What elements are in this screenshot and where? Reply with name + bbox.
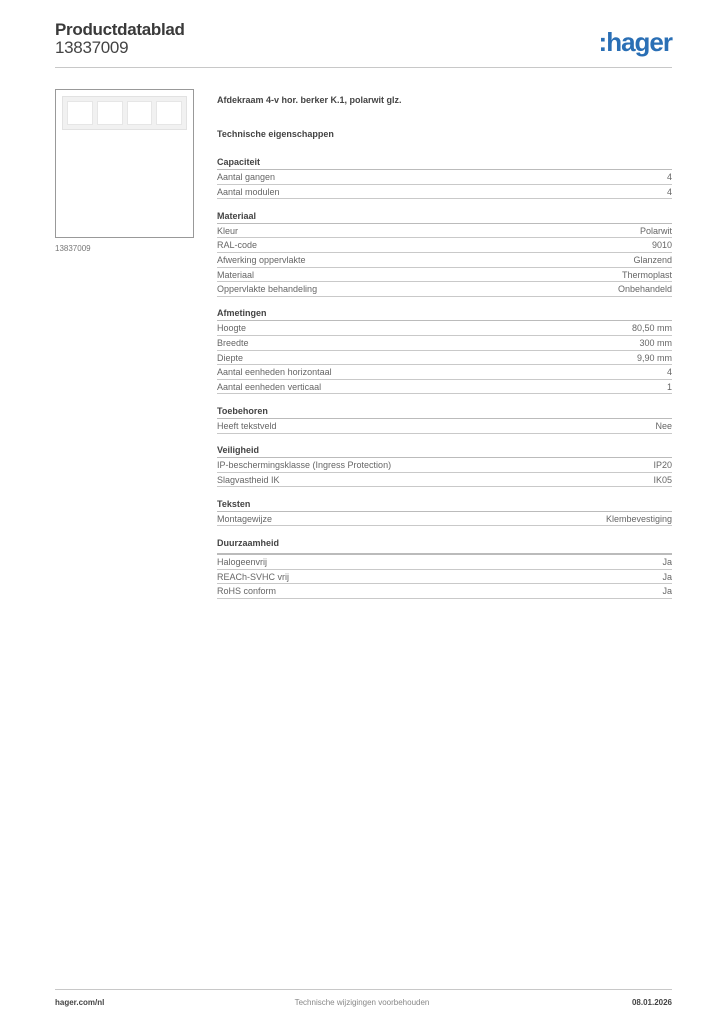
spec-section <box>217 443 672 487</box>
spec-label: REACh-SVHC vrij <box>217 571 290 582</box>
website-link[interactable]: hager.com/nl <box>55 998 105 1007</box>
section-header: Teksten <box>217 497 672 512</box>
section-header: Capaciteit <box>217 155 672 170</box>
section-header: Toebehoren <box>217 404 672 419</box>
spec-row <box>217 458 672 473</box>
section-title: Technische eigenschappen <box>217 129 334 139</box>
spec-row <box>217 336 672 351</box>
spec-value: 4 <box>666 172 672 182</box>
section-header: Materiaal <box>217 209 672 224</box>
spec-section <box>217 155 672 199</box>
spec-value: IK05 <box>653 474 672 485</box>
spec-value: Thermoplast <box>621 269 672 280</box>
spec-label: Aantal gangen <box>217 172 276 182</box>
spec-label: Slagvastheid IK <box>217 474 280 485</box>
spec-row <box>217 238 672 253</box>
spec-label: Hoogte <box>217 323 247 334</box>
section-header: Afmetingen <box>217 306 672 321</box>
spec-label: Heeft tekstveld <box>217 420 277 431</box>
spec-row <box>217 170 672 185</box>
spec-value: Glanzend <box>633 254 672 265</box>
spec-row <box>217 512 672 527</box>
spec-value: 80,50 mm <box>631 323 672 334</box>
spec-label: Montagewijze <box>217 513 273 524</box>
spec-value: Nee <box>655 420 672 431</box>
spec-row <box>217 570 672 585</box>
spec-value: Polarwit <box>639 225 672 236</box>
spec-row <box>217 253 672 268</box>
spec-row <box>217 321 672 336</box>
section-header: Duurzaamheid <box>217 536 672 555</box>
spec-value: Onbehandeld <box>617 284 672 295</box>
spec-label: RoHS conform <box>217 586 277 597</box>
spec-row <box>217 419 672 434</box>
spec-row <box>217 473 672 488</box>
spec-row <box>217 185 672 200</box>
product-image <box>55 89 194 238</box>
spec-section <box>217 306 672 394</box>
spec-section <box>217 209 672 297</box>
spec-value: 4 <box>666 367 672 378</box>
spec-value: 9,90 mm <box>636 352 672 363</box>
spec-section <box>217 536 672 599</box>
product-title: Afdekraam 4-v hor. berker K.1, polarwit glz. <box>217 95 402 105</box>
hager-logo: :hager <box>598 27 672 57</box>
spec-value: Ja <box>662 571 672 582</box>
spec-row <box>217 268 672 283</box>
spec-row <box>217 365 672 380</box>
spec-label: IP-beschermingsklasse (Ingress Protection) <box>217 460 392 471</box>
section-header: Veiligheid <box>217 443 672 458</box>
disclaimer: Technische wijzigingen voorbehouden <box>294 998 430 1007</box>
date: 08.01.2026 <box>631 998 672 1007</box>
spec-label: Breedte <box>217 337 249 348</box>
spec-label: Aantal eenheden horizontaal <box>217 367 332 378</box>
header-divider <box>55 67 672 68</box>
spec-value: 4 <box>666 186 672 197</box>
spec-label: Halogeenvrij <box>217 557 268 568</box>
spec-label: Aantal modulen <box>217 186 280 197</box>
spec-row <box>217 224 672 239</box>
spec-section <box>217 404 672 434</box>
spec-value: IP20 <box>653 460 672 471</box>
spec-row <box>217 584 672 599</box>
spec-row <box>217 380 672 395</box>
spec-row <box>217 282 672 297</box>
product-code: 13837009 <box>55 38 129 57</box>
spec-row <box>217 351 672 366</box>
spec-value: 1 <box>666 381 672 392</box>
spec-label: Kleur <box>217 225 239 236</box>
spec-label: Oppervlakte behandeling <box>217 284 318 295</box>
spec-value: Ja <box>662 557 672 568</box>
spec-value: Ja <box>662 586 672 597</box>
spec-row <box>217 555 672 570</box>
footer-divider <box>55 989 672 990</box>
spec-value: 9010 <box>651 240 672 251</box>
cover-frame-picture <box>62 96 187 130</box>
spec-value: 300 mm <box>639 337 672 348</box>
spec-label: Aantal eenheden verticaal <box>217 381 322 392</box>
spec-section <box>217 497 672 527</box>
spec-value: Klembevestiging <box>605 513 672 524</box>
spec-label: Afwerking oppervlakte <box>217 254 306 265</box>
image-caption: 13837009 <box>55 244 91 253</box>
spec-label: Materiaal <box>217 269 255 280</box>
page-title: Productdatablad <box>55 20 185 39</box>
spec-label: RAL-code <box>217 240 258 251</box>
spec-label: Diepte <box>217 352 244 363</box>
specifications <box>217 95 672 599</box>
